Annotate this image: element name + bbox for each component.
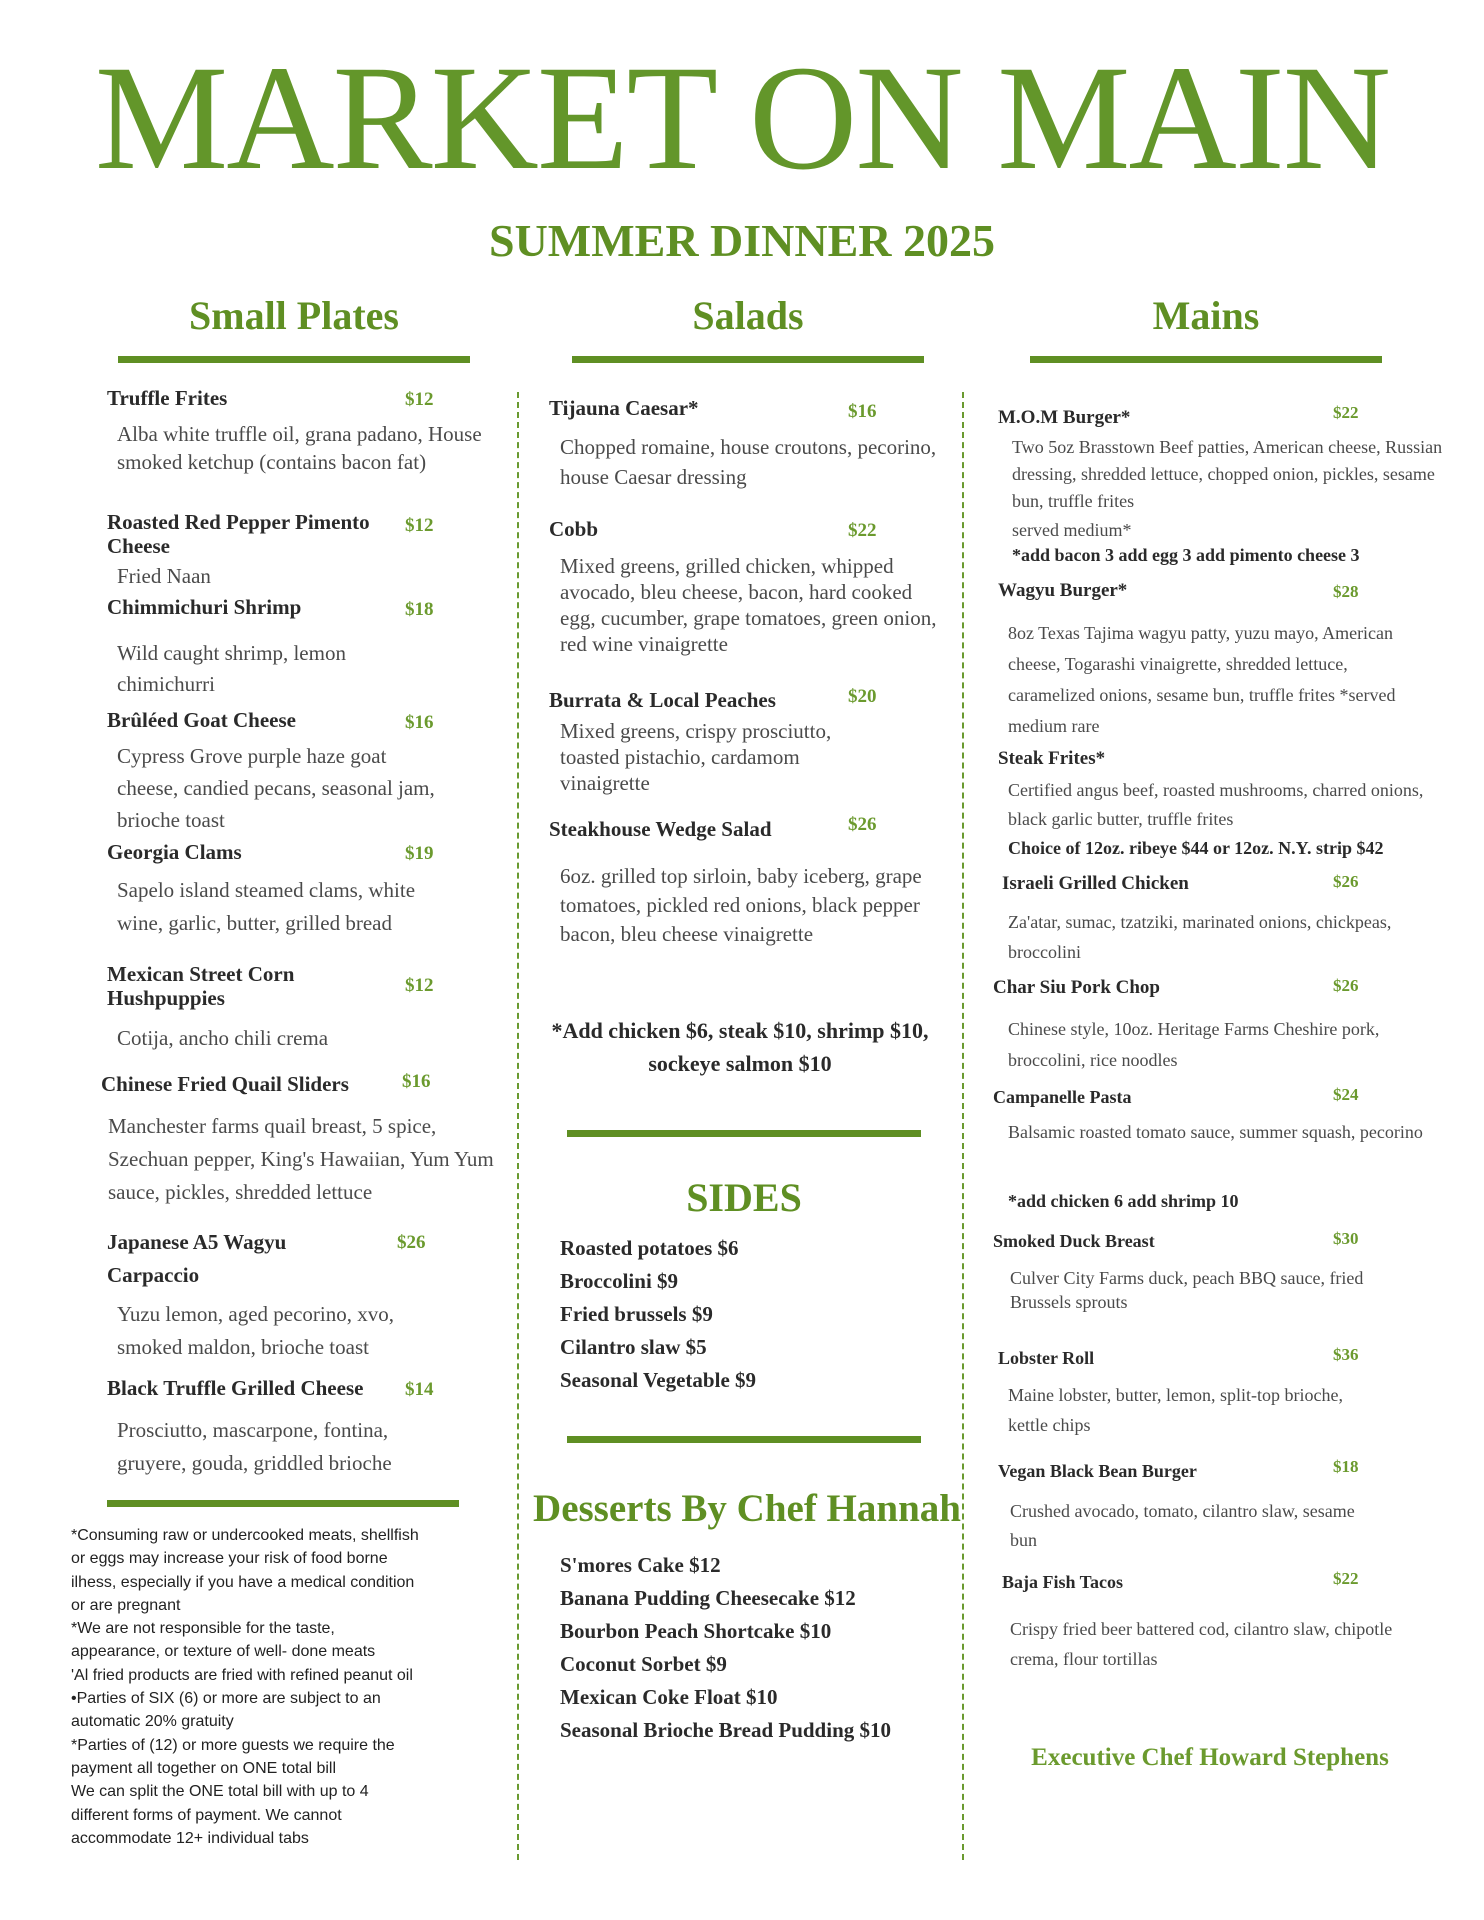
menu-item-name: Char Siu Pork Chop — [993, 977, 1161, 998]
menu-item-note: *add chicken 6 add shrimp 10 — [1008, 1191, 1239, 1211]
column-separator-right — [962, 392, 964, 1860]
side-item: Fried brussels $9 — [560, 1302, 713, 1326]
menu-item-name: Campanelle Pasta — [993, 1087, 1132, 1107]
menu-item-price: $16 — [402, 1071, 431, 1092]
menu-item-price: $24 — [1333, 1085, 1359, 1104]
menu-item-name: Roasted Red Pepper Pimento Cheese — [107, 510, 370, 558]
menu-item-price: $18 — [405, 599, 434, 620]
menu-item-name: Truffle Frites — [107, 386, 228, 410]
menu-item-price: $26 — [397, 1232, 426, 1253]
sides-list — [560, 1232, 756, 1397]
menu-item-description: Cypress Grove purple haze goat cheese, candied pecans, seasonal jam, brioche toast — [117, 744, 435, 832]
desserts-list — [560, 1549, 891, 1747]
menu-item-price: $36 — [1333, 1345, 1359, 1364]
side-item: Seasonal Vegetable $9 — [560, 1368, 757, 1392]
side-item: Broccolini $9 — [560, 1269, 679, 1293]
menu-item-description: served medium* — [1012, 520, 1132, 540]
menu-item-description: Mixed greens, grilled chicken, whipped avocado, bleu cheese, bacon, hard cooked egg, cucumber, grape tomatoes, green onion, red wine vinaigrette — [560, 554, 937, 656]
menu-item-description: Alba white truffle oil, grana padano, House smoked ketchup (contains bacon fat) — [117, 422, 482, 474]
menu-item-name: Chinese Fried Quail Sliders — [101, 1072, 349, 1096]
menu-item-name: Mexican Street Corn Hushpuppies — [107, 962, 295, 1010]
menu-item-name: Brûléed Goat Cheese — [107, 708, 296, 732]
disclaimer-line: different forms of payment. We cannot — [71, 1806, 342, 1824]
menu-item-name: Vegan Black Bean Burger — [998, 1461, 1197, 1481]
dessert-item: S'mores Cake $12 — [560, 1553, 721, 1577]
menu-subtitle: SUMMER DINNER 2025 — [489, 215, 995, 266]
menu-item-name: Steakhouse Wedge Salad — [549, 817, 772, 841]
menu-item-name: M.O.M Burger* — [998, 407, 1131, 428]
disclaimer-line: We can split the ONE total bill with up to 4 — [71, 1783, 369, 1801]
salad-addons — [540, 1014, 940, 1080]
salad-addons-line: sockeye salmon $10 — [648, 1051, 832, 1076]
menu-item-name: Wagyu Burger* — [998, 580, 1128, 601]
menu-item-price: $16 — [405, 712, 434, 733]
disclaimer-line: or eggs may increase your risk of food borne — [71, 1550, 388, 1568]
dessert-item: Banana Pudding Cheesecake $12 — [560, 1586, 856, 1610]
menu-item-price: $12 — [405, 515, 434, 536]
executive-chef-credit: Executive Chef Howard Stephens — [1031, 1744, 1389, 1771]
menu-item-description: Prosciutto, mascarpone, fontina, gruyere, gouda, griddled brioche — [117, 1418, 392, 1475]
menu-item-description: Za'atar, sumac, tzatziki, marinated onions, chickpeas, broccolini — [1008, 912, 1392, 962]
menu-item-name: Smoked Duck Breast — [993, 1231, 1155, 1251]
desserts-top-divider — [567, 1436, 921, 1443]
mains-divider — [1030, 356, 1382, 363]
menu-item-description: Wild caught shrimp, lemon chimichurri — [117, 641, 346, 696]
side-item: Roasted potatoes $6 — [560, 1236, 739, 1260]
menu-item-name: Burrata & Local Peaches — [549, 688, 776, 712]
menu-item-name: Steak Frites* — [998, 748, 1106, 769]
menu-item-name: Tijauna Caesar* — [549, 396, 699, 420]
sides-heading: SIDES — [686, 1175, 802, 1220]
menu-item-note: Choice of 12oz. ribeye $44 or 12oz. N.Y. strip $42 — [1008, 838, 1384, 858]
disclaimer-line: •Parties of SIX (6) or more are subject to an — [71, 1690, 381, 1708]
menu-item-description: Mixed greens, crispy prosciutto, toasted pistachio, cardamom vinaigrette — [560, 719, 832, 795]
small-plates-bottom-divider — [107, 1500, 459, 1507]
disclaimer-line: 'Al fried products are fried with refined peanut oil — [71, 1666, 413, 1684]
dessert-item: Coconut Sorbet $9 — [560, 1652, 727, 1676]
menu-item-description: 6oz. grilled top sirloin, baby iceberg, grape tomatoes, pickled red onions, black pepper bacon, bleu cheese vinaigrette — [560, 864, 922, 946]
dessert-item: Bourbon Peach Shortcake $10 — [560, 1619, 832, 1643]
salads-heading: Salads — [692, 293, 804, 338]
menu-item-description: Cotija, ancho chili crema — [117, 1026, 329, 1050]
menu-item-price: $28 — [1333, 582, 1359, 601]
restaurant-title: MARKET ON MAIN — [94, 35, 1390, 201]
disclaimer-line: *Parties of (12) or more guests we require the — [71, 1736, 395, 1754]
menu-item-description: 8oz Texas Tajima wagyu patty, yuzu mayo, American cheese, Togarashi vinaigrette, shredded lettuce, caramelized onions, sesame bun, truffle frites *served medium rare — [1008, 623, 1396, 736]
column-separator-left — [517, 392, 519, 1860]
menu-item-price: $22 — [1333, 403, 1359, 422]
menu-item-name: Japanese A5 Wagyu Carpaccio — [107, 1230, 287, 1287]
dessert-item: Seasonal Brioche Bread Pudding $10 — [560, 1718, 891, 1742]
menu-item-name: Baja Fish Tacos — [1002, 1572, 1124, 1592]
menu-item-price: $12 — [405, 389, 434, 410]
menu-item-name: Cobb — [549, 517, 599, 541]
disclaimer-line: accommodate 12+ individual tabs — [71, 1829, 309, 1847]
menu-item-price: $19 — [405, 843, 434, 864]
menu-item-description: Certified angus beef, roasted mushrooms, charred onions, black garlic butter, truffle frites — [1008, 780, 1424, 829]
menu-item-description: Culver City Farms duck, peach BBQ sauce, fried Brussels sprouts — [1010, 1268, 1364, 1312]
disclaimer-line: or are pregnant — [71, 1596, 181, 1614]
menu-item-price: $14 — [405, 1379, 434, 1400]
menu-item-name: Georgia Clams — [107, 840, 242, 864]
disclaimer-line: payment all together on ONE total bill — [71, 1759, 337, 1777]
menu-item-price: $20 — [848, 686, 877, 707]
menu-item-description: Manchester farms quail breast, 5 spice, Szechuan pepper, King's Hawaiian, Yum Yum sauce, pickles, shredded lettuce — [108, 1114, 494, 1204]
small-plates-divider — [118, 356, 470, 363]
menu-item-description: Crispy fried beer battered cod, cilantro slaw, chipotle crema, flour tortillas — [1010, 1619, 1393, 1669]
mains-heading: Mains — [1152, 293, 1260, 338]
menu-item-price: $26 — [1333, 872, 1359, 891]
menu-item-description: Yuzu lemon, aged pecorino, xvo, smoked maldon, brioche toast — [117, 1302, 395, 1359]
disclaimer-line: appearance, or texture of well- done meats — [71, 1643, 376, 1661]
menu-item-description: Crushed avocado, tomato, cilantro slaw, sesame bun — [1010, 1501, 1355, 1550]
dessert-item: Mexican Coke Float $10 — [560, 1685, 778, 1709]
desserts-heading: Desserts By Chef Hannah — [533, 1487, 961, 1530]
menu-item-name: Israeli Grilled Chicken — [1002, 873, 1189, 894]
menu-item-price: $26 — [848, 814, 877, 835]
menu-item-description: Sapelo island steamed clams, white wine, garlic, butter, grilled bread — [117, 878, 416, 935]
menu-item-description: Balsamic roasted tomato sauce, summer squash, pecorino — [1008, 1122, 1423, 1142]
disclaimer-line: automatic 20% gratuity — [71, 1713, 234, 1731]
side-item: Cilantro slaw $5 — [560, 1335, 707, 1359]
menu-item-price: $12 — [405, 975, 434, 996]
disclaimer-line: ilhess, especially if you have a medical condition — [71, 1573, 415, 1591]
disclaimer — [71, 1524, 491, 1850]
salad-addons-line: *Add chicken $6, steak $10, shrimp $10, — [551, 1018, 929, 1043]
menu-item-description: Two 5oz Brasstown Beef patties, American cheese, Russian dressing, shredded lettuce, chopped onion, pickles, sesame bun, truffle frites — [1012, 437, 1443, 511]
menu-item-description: Fried Naan — [117, 564, 211, 588]
menu-item-price: $26 — [1333, 976, 1359, 995]
menu-item-description: Chopped romaine, house croutons, pecorino, house Caesar dressing — [560, 435, 937, 489]
menu-item-price: $16 — [848, 401, 877, 422]
disclaimer-line: *We are not responsible for the taste, — [71, 1620, 335, 1638]
menu-item-name: Black Truffle Grilled Cheese — [107, 1376, 364, 1400]
menu-item-name: Lobster Roll — [998, 1348, 1095, 1368]
menu-item-note: *add bacon 3 add egg 3 add pimento cheese 3 — [1012, 545, 1360, 565]
menu-item-price: $30 — [1333, 1229, 1359, 1248]
small-plates-heading: Small Plates — [189, 293, 399, 338]
salads-divider — [572, 356, 924, 363]
menu-item-price: $22 — [1333, 1569, 1359, 1588]
menu-item-description: Maine lobster, butter, lemon, split-top brioche, kettle chips — [1008, 1385, 1343, 1435]
menu-item-name: Chimmichuri Shrimp — [107, 595, 302, 619]
sides-top-divider — [567, 1130, 921, 1137]
menu-item-price: $22 — [848, 520, 877, 541]
menu-item-price: $18 — [1333, 1457, 1359, 1476]
menu-item-description: Chinese style, 10oz. Heritage Farms Cheshire pork, broccolini, rice noodles — [1008, 1019, 1380, 1070]
disclaimer-line: *Consuming raw or undercooked meats, shellfish — [71, 1527, 419, 1544]
